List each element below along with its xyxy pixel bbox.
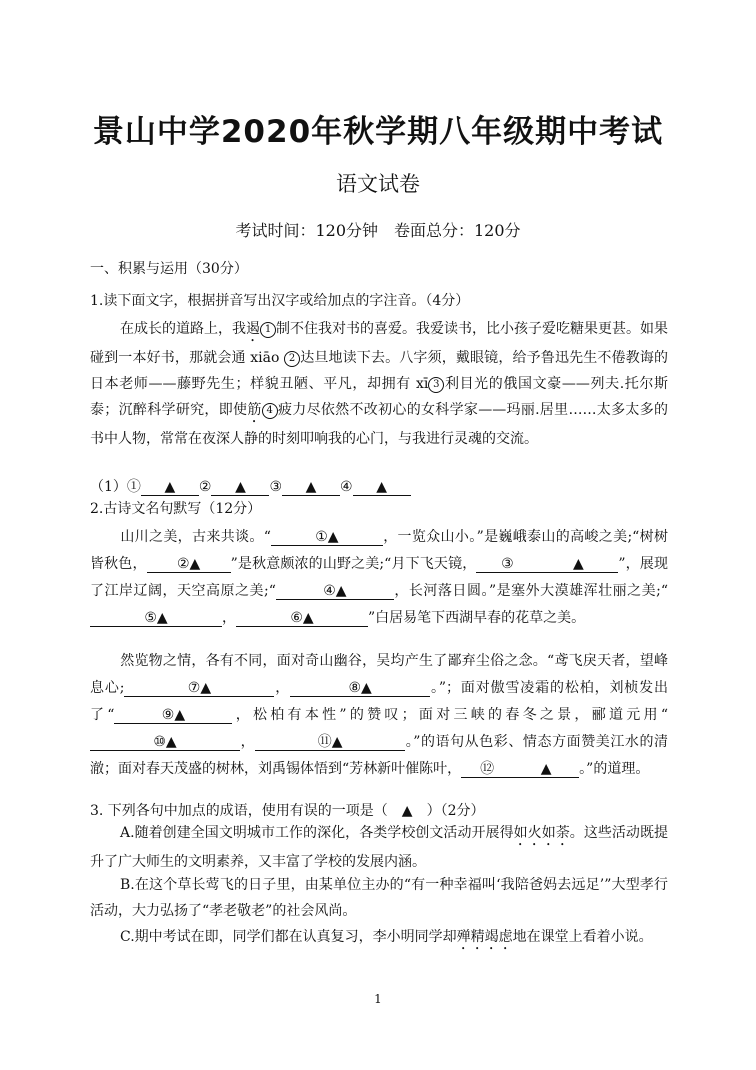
question-2-prompt: 2.古诗文名句默写（12分） (90, 501, 262, 517)
circle-2-mark: 2 (284, 351, 300, 367)
option-a[interactable]: A.随着创建全国文明城市工作的深化，各类学校创文活动开展得如火如荼。这些活动既提升了广大师生的文明素养，又丰富了学校的发展内涵。 (90, 825, 669, 870)
answer-blank[interactable]: ▲ (282, 479, 340, 496)
answer-blank[interactable]: ⑫ (461, 761, 513, 778)
question-1-prompt: 1.读下面文字，根据拼音写出汉字或给加点的字注音。（4分） (90, 293, 470, 309)
answer-blank[interactable]: ⑩▲ (90, 734, 240, 751)
circle-4-mark: 4 (262, 403, 278, 419)
answer-blank[interactable]: ▲ (211, 479, 269, 496)
option-c[interactable]: C.期中考试在即，同学们都在认真复习，李小明同学却殚精竭虑地在课堂上看着小说。 (120, 929, 653, 945)
exam-info: 考试时间：120分钟 卷面总分：120分 (235, 221, 521, 240)
option-b[interactable]: B.在这个草长莺飞的日子里，由某单位主办的“有一种幸福叫‘我陪爸妈去远足’”大型孝行活动，大力弘扬了“孝老敬老”的社会风尚。 (90, 877, 668, 919)
exam-subtitle: 语文试卷 (336, 172, 420, 196)
answer-blank[interactable]: ③ (476, 556, 538, 573)
answer-blank[interactable]: ▲ (353, 479, 411, 496)
question-2-paragraph-2: 然览物之情，各有不同，面对奇山幽谷，吴均产生了鄙弃尘俗之念。“鸢飞戾天者，望峰息心; ⑦▲ ， ⑧▲ 。”；面对傲雪凌霜的松柏，刘桢发出了“ ⑨▲ ，松柏有本性”的赞叹；面对三峡的春冬之景，郦道元用“⑩▲ ， ⑪▲ 。”的语句从色彩、情态方面赞美江水的清澈；面对春天茂盛的树林，刘禹锡体悟到“芳林新叶催陈叶， ⑫ ▲ 。”的道理。 (90, 653, 669, 777)
question-2-paragraph-1: 山川之美，古来共谈。“ ①▲ ，一览众山小。”是巍峨泰山的高峻之美;“树树皆秋色， ②▲ ”是秋意颇浓的山野之美;“月下飞天镜， ③ ▲ ”，展现了江岸辽阔，天空高原之美;“ ④▲ ，长河落日圆。”是塞外大漠雄浑壮丽之美;“⑤▲ ， ⑥▲ ”白居易笔下西湖早春的花草之美。 (90, 529, 669, 626)
answer-blank[interactable]: ⑥▲ (236, 610, 368, 627)
answer-blank[interactable]: ⑦▲ (124, 680, 274, 697)
answer-blank[interactable]: ①▲ (271, 529, 383, 546)
answer-blank[interactable]: ▲ (538, 556, 618, 573)
answer-blank[interactable]: ⑨▲ (114, 707, 232, 724)
question-3-prompt: 3. 下列各句中加点的成语，使用有误的一项是（ ▲ ）（2分） (90, 803, 485, 819)
answer-blank[interactable]: ⑧▲ (290, 680, 430, 697)
dotted-idiom: 殚精竭虑 (456, 929, 513, 945)
section-heading: 一、积累与运用（30分） (90, 261, 248, 277)
answer-blank[interactable]: ⑤▲ (90, 610, 222, 627)
dotted-idiom: 如火如荼 (513, 825, 570, 841)
exam-title: 景山中学2020年秋学期八年级期中考试 (92, 114, 664, 150)
question-1-answer-line: （1）① ▲ ② ▲ ③ ▲ ④ ▲ (90, 476, 670, 496)
page-number: 1 (374, 992, 382, 1006)
answer-blank[interactable]: ▲ (513, 761, 579, 778)
dotted-char: 遏 (246, 321, 260, 337)
dotted-char: 筋 (247, 402, 262, 418)
answer-blank[interactable]: ②▲ (147, 556, 231, 573)
circle-3-mark: 3 (428, 377, 444, 393)
answer-blank[interactable]: ⑪▲ (255, 734, 405, 751)
answer-blank[interactable]: ④▲ (276, 583, 394, 600)
circle-1-mark: 1 (260, 322, 276, 338)
answer-blank[interactable]: ▲ (141, 479, 199, 496)
question-1-passage: 在成长的道路上，我遏 1 制不住我对书的喜爱。我爱读书，比小孩子爱吃糖果更甚。如果碰到一本好书，那就会通 xiāo 2 达旦地读下去。八字须，戴眼镜，给予鲁迅先生不倦教诲的日本老师——藤野先生；样貌丑陋、平凡，却拥有 xī 3 利目光的俄国文豪——列夫.托尔斯泰；沉醉科学研究，即使筋 4 疲力尽依然不改初心的女科学家——玛丽.居里……太多太多的书中人物，常常在夜深人静的时刻叩响我的心门，与我进行灵魂的交流。 (90, 321, 669, 447)
